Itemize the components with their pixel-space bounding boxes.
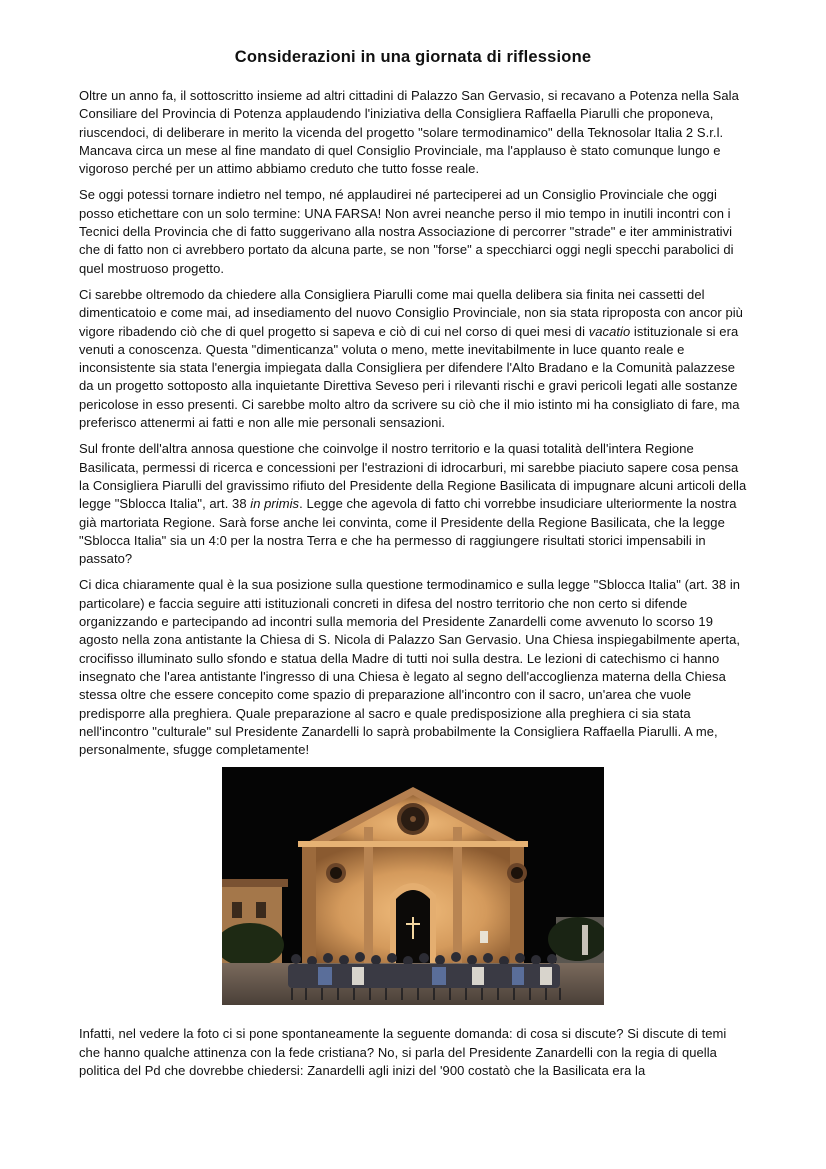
paragraph-6: Infatti, nel vedere la foto ci si pone spontaneamente la seguente domanda: di cosa si discute? Si discute di temi che hanno qualche attinenza con la fede cristiana? No, si parla del Presidente Zanardelli con la regia di quella politica del Pd che dovrebbe chiedersi: Zanardelli agli inizi del '900 costatò che la Basilicata era la	[79, 1026, 727, 1078]
paragraph-3-start: Ci sarebbe oltremodo da chiedere alla Consigliera Piarulli come mai quella delibera sia finita nei cassetti del dimenticatoio e come mai, ad insediamento del nuovo Consiglio Provinciale, non sia stata riproposta con ancor più vigore ribadendo ciò che di quel progetto si sapeva e ciò di cui nel corso di quei mesi di	[79, 286, 743, 339]
paragraph-4-italic: in primis	[250, 496, 300, 512]
paragraph-2: Se oggi potessi tornare indietro nel tempo, né applaudirei né parteciperei ad un Consiglio Provinciale che oggi posso etichettare con un solo termine: UNA FARSA! Non avrei neanche perso il mio tempo in inutili incontri con i Tecnici della Provincia che di fatto suggerivano alla nostra Associazione di percorrer "strade" e iter amministrativi che di fatto non ci avrebbero portato da alcuna parte, se non "forse" a specchiarci oggi negli specchi parabolici di quel mostruoso progetto.	[79, 187, 734, 276]
paragraph-3-end: istituzionale si era venuti a conoscenza. Questa "dimenticanza" voluta o meno, mette inevitabilmente in luce quanto reale e inconsistente sia stata l'energia impiegata dalla Consigliera per difendere l'Alto Bradano e la Comunità palazzese da un progetto sottoposto alla inquietante Direttiva Seveso peri i rilevanti rischi e gravi pericoli legati alle sostanze pericolose in esso presenti. Ci sarebbe molto altro da scrivere su ciò che il mio istinto mi ha consigliato di fare, ma preferisco attenermi ai fatti e non alle mie personali sensazioni.	[79, 323, 740, 431]
photo-container	[79, 767, 747, 1005]
paragraph-3	[79, 286, 747, 432]
paragraph-4-end: . Legge che agevola di fatto chi vorrebbe insudiciare ulteriormente la nostra già martoriata Regione. Sarà forse anche lei convinta, come il Presidente della Regione Basilicata, che la legge "Sblocca Italia" sia un 4:0 per la nostra Terra e che ha permesso di raggiungere risultati storici impensabili in passato?	[79, 496, 737, 567]
paragraph-1: Oltre un anno fa, il sottoscritto insieme ad altri cittadini di Palazzo San Gervasio, si recavano a Potenza nella Sala Consiliare del Provincia di Potenza applaudendo l'iniziativa della Consigliera Raffaella Piarulli che proponeva, riuscendoci, di deliberare in merito la vicenda del progetto "solare termodinamico" della Teknosolar Italia 2 S.r.l. Mancava circa un mese al fine mandato di quel Consiglio Provinciale, ma l'applauso è stato comunque lungo e vigoroso perché per un attimo abbiamo creduto che tutto fosse reale.	[79, 88, 739, 177]
church-photo	[222, 767, 604, 1005]
paragraph-5: Ci dica chiaramente qual è la sua posizione sulla questione termodinamico e sulla legge "Sblocca Italia" (art. 38 in particolare) e faccia seguire atti istituzionali concreti in difesa del nostro territorio che non certo si difende organizzando e partecipando ad incontri sulla memoria del Presidente Zanardelli come avvenuto lo scorso 19 agosto nella zona antistante la Chiesa di S. Nicola di Palazzo San Gervasio. Una Chiesa inspiegabilmente aperta, crocifisso illuminato sullo sfondo e statua della Madre di tutti noi sulla destra. Le lezioni di catechismo ci hanno insegnato che l'area antistante l'ingresso di una Chiesa è legato al segno dell'accoglienza materna della Chiesa stessa oltre che essere concepito come spazio di preparazione all'incontro con il sacro, un'area che vuole predisporre alla preghiera. Quale preparazione al sacro e quale predisposizione alla preghiera ci sia stata nell'incontro "culturale" sul Presidente Zanardelli lo saprà probabilmente la Consigliera Raffaella Piarulli. A me, personalmente, sfugge completamente!	[79, 577, 741, 758]
paragraph-3-italic: vacatio	[588, 323, 631, 339]
document-page	[79, 48, 747, 1088]
document-title: Considerazioni in una giornata di riflessione	[234, 48, 592, 66]
paragraph-4	[79, 440, 747, 568]
paragraph-4-start: Sul fronte dell'altra annosa questione che coinvolge il nostro territorio e la quasi totalità dell'intera Regione Basilicata, permessi di ricerca e concessioni per l'estrazioni di idrocarburi, mi sarebbe piaciuto sapere cosa pensa la Consigliera Piarulli del gravissimo rifiuto del Presidente della Regione Basilicata di impugnare alcuni articoli della legge "Sblocca Italia", art. 38	[79, 441, 747, 512]
